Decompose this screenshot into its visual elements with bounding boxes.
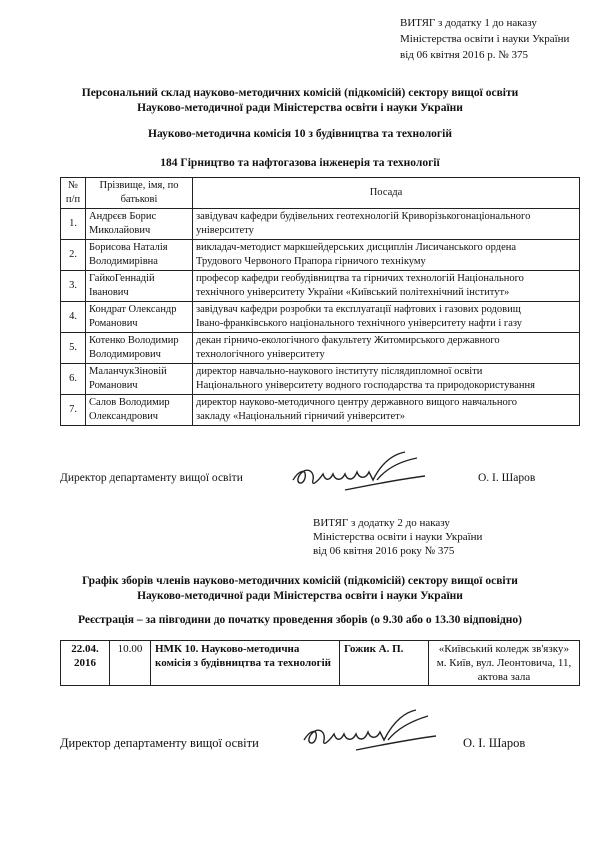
row-number: 3. (61, 271, 86, 302)
row-number: 1. (61, 209, 86, 240)
signature-image-1 (285, 450, 435, 500)
composition-title: Персональний склад науково-методичних комісій (підкомісій) сектору вищої освіти Науково-методичної ради Міністерства освіти і науки України (81, 87, 519, 114)
header-line: від 06 квітня 2016 р. № 375 (400, 49, 528, 61)
position-line: декан гірничо-екологічного факультету Житомирського державного (196, 335, 500, 346)
table-row (61, 395, 580, 426)
position-line: директор навчально-наукового інституту післядипломної освіти (196, 366, 483, 377)
table-row (61, 333, 580, 364)
table-row (61, 641, 580, 686)
extract-header-1 (400, 15, 569, 63)
schedule-venue: «Київський коледж зв'язку» м. Київ, вул. Леонтовича, 11, актова зала (429, 641, 580, 686)
row-number: 5. (61, 333, 86, 364)
header-name: Прізвище, імя, по батькові (86, 178, 193, 209)
member-name: Кондрат Олександр Романович (86, 302, 193, 333)
commission-title: Науково-методична комісія 10 з будівництва та технологій (148, 128, 452, 140)
member-name: Борисова Наталія Володимирівна (86, 240, 193, 271)
position-line: викладач-методист маркшейдерських дисциплін Лисичанського ордена (196, 242, 517, 253)
schedule-chair: Гожик А. П. (340, 641, 429, 686)
position-line: професор кафедри геобудівництва та гірничих технологій Національного (196, 273, 524, 284)
schedule-title: Графік зборів членів науково-методичних комісій (підкомісій) сектору вищої освіти Науково-методичної ради Міністерства освіти і науки України (82, 575, 518, 602)
member-name: Салов Володимир Олександрович (86, 395, 193, 426)
table-row (61, 240, 580, 271)
member-position (193, 240, 580, 271)
specialty-title: 184 Гірництво та нафтогазова інженерія та технології (160, 157, 440, 169)
header-line: ВИТЯГ з додатку 1 до наказу (400, 17, 537, 29)
table-row (61, 209, 580, 240)
member-name: Андрєєв Борис Миколайович (86, 209, 193, 240)
signature-name-1: О. І. Шаров (478, 472, 536, 484)
signature-image-2 (296, 706, 446, 761)
row-number: 6. (61, 364, 86, 395)
member-position (193, 395, 580, 426)
members-table (60, 177, 580, 426)
signature-name-2: О. І. Шаров (463, 736, 526, 750)
position-line: Івано-франківського національного технічного університету нафти і газу (196, 318, 523, 329)
schedule-commission: НМК 10. Науково-методична комісія з будівництва та технологій (151, 641, 340, 686)
signature-role-1: Директор департаменту вищої освіти (60, 472, 243, 484)
header-line: ВИТЯГ з додатку 2 до наказу (313, 517, 450, 529)
header-line: від 06 квітня 2016 року № 375 (313, 545, 455, 557)
header-line: Міністерства освіти і науки України (313, 531, 483, 543)
header-position: Посада (193, 178, 580, 209)
schedule-date: 22.04. 2016 (61, 641, 110, 686)
row-number: 4. (61, 302, 86, 333)
table-row (61, 364, 580, 395)
position-line: директор науково-методичного центру державного вищого навчального (196, 397, 518, 408)
position-line: завідувач кафедри будівельних геотехнологій Криворізькогонаціонального (196, 211, 531, 222)
row-number: 2. (61, 240, 86, 271)
member-name: МаланчукЗіновій Романович (86, 364, 193, 395)
header-line: Міністерства освіти і науки України (400, 33, 570, 45)
position-line: технологічного університету (196, 349, 325, 360)
member-position (193, 302, 580, 333)
position-line: Національного університету водного господарства та природокористування (196, 380, 535, 391)
member-position (193, 271, 580, 302)
position-line: завідувач кафедри розробки та експлуатації нафтових і газових родовищ (196, 304, 521, 315)
extract-header-2 (313, 516, 482, 558)
position-line: Трудового Червоного Прапора гірничого технікуму (196, 256, 426, 267)
member-name: Котенко Володимир Володимирович (86, 333, 193, 364)
position-line: закладу «Національний гірничий університет» (196, 411, 406, 422)
registration-note: Реєстрація – за півгодини до початку проведення зборів (о 9.30 або о 13.30 відповідно) (77, 614, 523, 626)
table-row (61, 302, 580, 333)
member-position (193, 333, 580, 364)
member-name: ГайкоГеннадій Іванович (86, 271, 193, 302)
member-position (193, 364, 580, 395)
schedule-time: 10.00 (110, 641, 151, 686)
signature-role-2: Директор департаменту вищої освіти (60, 736, 259, 750)
table-header-row (61, 178, 580, 209)
position-line: технічного університету України «Київський політехнічний інститут» (196, 287, 510, 298)
header-num: № п/п (61, 178, 86, 209)
member-position (193, 209, 580, 240)
position-line: університету (196, 225, 254, 236)
row-number: 7. (61, 395, 86, 426)
table-row (61, 271, 580, 302)
schedule-table (60, 640, 580, 686)
